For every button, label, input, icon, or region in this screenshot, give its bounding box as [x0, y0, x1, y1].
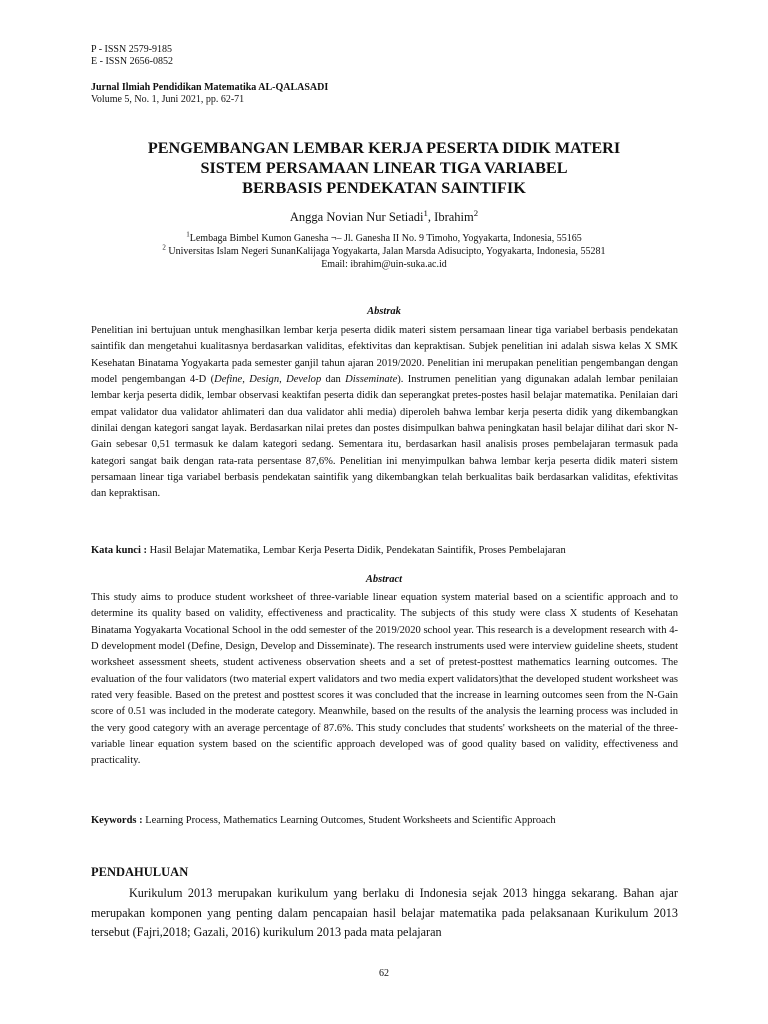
journal-info — [91, 82, 328, 106]
abstract-heading: Abstract — [365, 574, 403, 585]
affiliation-2-mark: 2 — [162, 243, 166, 252]
affiliation-1-text: Lembaga Bimbel Kumon Ganesha ¬– Jl. Ganesha II No. 9 Timoho, Yogyakarta, Indonesia, 55165 — [189, 233, 582, 244]
title-line-3: BERBASIS PENDEKATAN SAINTIFIK — [242, 179, 526, 197]
keywords-text: Learning Process, Mathematics Learning Outcomes, Student Worksheets and Scientific Approach — [145, 815, 556, 826]
abstrak-heading: Abstrak — [367, 306, 401, 317]
journal-name: Jurnal Ilmiah Pendidikan Matematika AL-QALASADI — [91, 82, 329, 93]
section-heading-pendahuluan: PENDAHULUAN — [91, 865, 189, 879]
journal-volume: Volume 5, No. 1, Juni 2021, pp. 62-71 — [91, 94, 245, 105]
term-separator-2: , — [279, 374, 287, 386]
introduction-paragraph: Kurikulum 2013 merupakan kurikulum yang berlaku di Indonesia sejak 2013 hingga sekarang. Bahan ajar merupakan komponen yang penting dalam pencapaian hasil belajar matematika pada pelaksanaan Kurikulum 2013 tersebut (Fajri,2018; Gazali, 2016) kurikulum 2013 pada mata pelajaran — [91, 886, 678, 939]
kata-kunci-label: Kata kunci : — [91, 545, 150, 556]
title-line-1: PENGEMBANGAN LEMBAR KERJA PESERTA DIDIK MATERI — [147, 139, 621, 157]
page-number: 62 — [379, 968, 389, 979]
e-issn: E - ISSN 2656-0852 — [91, 56, 173, 67]
author-1-affiliation-mark: 1 — [423, 207, 428, 218]
author-2: Ibrahim — [434, 210, 474, 224]
term-separator-3: dan — [321, 374, 346, 386]
paper-title — [91, 138, 677, 198]
title-line-2: SISTEM PERSAMAAN LINEAR TIGA VARIABEL — [200, 159, 568, 177]
affiliation-1 — [91, 232, 677, 245]
abstrak-text-2: ). Instrumen penelitian yang digunakan adalah lembar penilaian lembar kerja peserta didik, lembar observasi keaktifan peserta didik dan seperangkat pretes-postes hasil belajar matematika. Penilaian dari empat validator dua validator ahlimateri dan dua validator ahli media) diperoleh bahwa lembar kerja peserta didik yang dikembangkan dinilai dengan kategori sangat layak. Berdasarkan nilai pretes dan postes disimpulkan bahwa peningkatan hasil belajar dilihat dari skor N-Gain sebesar 0,51 termasuk ke dalam kategori sedang. Sementara itu, berdasarkan hasil analisis proses pembelajaran termasuk pada kategori sangat baik dengan rata-rata persentase 87,6%. Penelitian ini menyimpulkan bahwa lembar kerja peserta didik materi sistem persamaan linear tiga variabel berbasis pendekatan saintifik yang dikembangkan telah berkualitas baik berdasarkan validitas, efektivitas dan kepraktisan. — [91, 374, 678, 500]
issn-block — [91, 44, 173, 68]
term-define: Define — [214, 374, 243, 386]
author-1: Angga Novian Nur Setiadi — [289, 210, 424, 224]
email: Email: ibrahim@uin-suka.ac.id — [321, 259, 447, 270]
author-2-affiliation-mark: 2 — [473, 207, 479, 218]
kata-kunci-text: Hasil Belajar Matematika, Lembar Kerja Peserta Didik, Pendekatan Saintifik, Proses Pembelajaran — [149, 545, 566, 556]
affiliation-1-mark: 1 — [186, 230, 190, 239]
keywords-label: Keywords : — [91, 815, 146, 826]
kata-kunci — [91, 544, 691, 558]
term-disseminate: Disseminate — [345, 374, 398, 386]
p-issn: P - ISSN 2579-9185 — [91, 44, 173, 55]
author-separator: , — [427, 210, 435, 224]
authors — [91, 207, 677, 225]
affiliation-2-text: Universitas Islam Negeri SunanKalijaga Yogyakarta, Jalan Marsda Adisucipto, Yogyakarta, Indonesia, 55281 — [165, 246, 606, 257]
affiliations — [91, 232, 677, 271]
abstrak-body — [91, 323, 678, 503]
term-separator-1: , — [242, 374, 250, 386]
term-develop: Develop — [286, 374, 322, 386]
affiliation-2 — [91, 245, 677, 258]
abstract-body: This study aims to produce student worksheet of three-variable linear equation system material based on a scientific approach and to determine its quality based on validity, effectiveness and practicality. The subjects of this study were class X students of Kesehatan Binatama Yogyakarta Vocational School in the odd semester of the 2019/2020 school year. This research is a development research with 4-D development model (Define, Design, Develop and Disseminate). The research instruments used were interview guideline sheets, student worksheet assessment sheets, student activeness observation sheets and a set of pretest-posttest mathematics learning outcomes. The evaluation of the four validators (two material expert validators and two media expert validators)that the developed student worksheet was rated very feasible. Based on the pretest and posttest scores it was concluded that the increase in learning outcomes seen from the N-Gain score of 0.51 was included in the moderate category. Meanwhile, based on the results of the analysis the learning process was included in the very good category with an average percentage of 87.6%. This study concludes that students' worksheets on the material of the three-variable linear equation system based on the scientific approach developed was of good quality based on validity, effectiveness and practicality. — [91, 592, 678, 767]
abstrak-text-1: Penelitian ini bertujuan untuk menghasilkan lembar kerja peserta didik materi sistem persamaan linear tiga variabel berbasis pendekatan saintifik dan mengetahui kualitasnya berdasarkan validitas, efektivitas dan kepraktisan. Subjek penelitian ini adalah siswa kelas X SMK Kesehatan Binatama Yogyakarta pada semester ganjil tahun ajaran 2019/2020. Penelitian ini merupakan penelitian pengembangan dengan model pengembangan 4-D ( — [91, 325, 678, 386]
term-design: Design — [249, 374, 280, 386]
keywords — [91, 814, 691, 828]
